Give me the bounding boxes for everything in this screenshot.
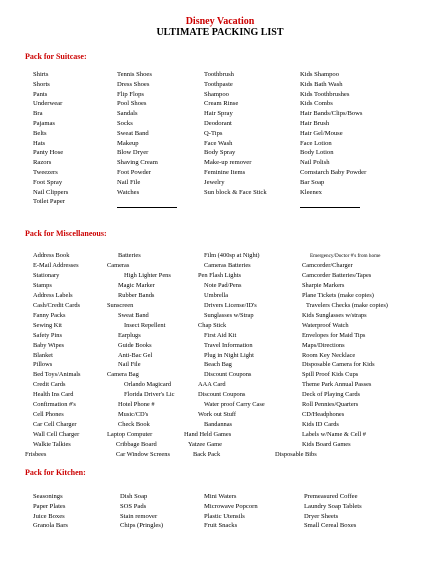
list-item: Bra — [33, 110, 43, 118]
list-item: High Lighter Pens — [124, 271, 171, 279]
list-item: Underwear — [33, 100, 63, 108]
list-item: Kids Board Games — [302, 441, 351, 449]
list-item: Hotel Phone # — [118, 401, 155, 409]
list-item: Wall Cell Charger — [33, 431, 80, 439]
list-item: Car Window Screens — [116, 451, 170, 458]
kitchen-column-2 — [120, 492, 163, 531]
list-item: Deodorant — [204, 119, 232, 127]
list-item: Plane Tickets (make copies) — [302, 291, 374, 299]
list-item: Walkie Talkies — [33, 441, 71, 449]
list-item: Theme Park Annual Passes — [302, 381, 372, 389]
list-item: Frisbees — [25, 451, 47, 458]
list-item: Disposable Bibs — [275, 451, 317, 458]
section-heading-miscellaneous: Pack for Miscellaneous: — [25, 229, 107, 238]
list-item: Health Ins Card — [33, 391, 74, 399]
list-item: Florida Driver's Lic — [124, 391, 175, 399]
suitcase-column-2 — [117, 70, 177, 212]
list-item: Q-Tips — [204, 129, 223, 137]
list-item: Pants — [33, 90, 48, 98]
list-item: Pen Flash Lights — [198, 271, 241, 279]
list-item: Shampoo — [204, 90, 229, 98]
kitchen-column-4 — [304, 492, 362, 531]
list-item: Stationary — [33, 271, 60, 279]
list-item: Chips (Pringles) — [120, 522, 164, 530]
write-in-line — [300, 197, 360, 208]
list-item: Microwave Popcorn — [204, 502, 258, 510]
list-item: Fanny Packs — [33, 311, 66, 319]
list-item: Mini Waters — [204, 493, 237, 500]
list-item: Camcorder/Charger — [302, 261, 353, 269]
list-item: Face Lotion — [300, 139, 332, 147]
suitcase-column-1 — [33, 70, 68, 207]
list-item: Nail Clippers — [33, 188, 69, 196]
list-item: Granola Bars — [33, 522, 68, 530]
list-item: Chap Stick — [198, 321, 227, 329]
suitcase-column-3 — [204, 70, 267, 197]
list-item: Sandals — [117, 110, 138, 118]
list-item: Cornstarch Baby Powder — [300, 168, 367, 176]
list-item: Cribbage Board — [116, 441, 157, 449]
list-item: Plug in Night Light — [204, 351, 254, 359]
list-item: Yatzee Game — [188, 441, 222, 449]
list-item: Drivers License/ID's — [204, 301, 257, 309]
list-item: Sweat Band — [118, 311, 149, 319]
list-item: Foot Powder — [117, 168, 151, 176]
list-item: Sunscreen — [107, 301, 134, 309]
suitcase-column-4 — [300, 70, 366, 212]
list-item: Deck of Playing Cards — [302, 391, 361, 399]
list-item: Hair Gel/Mouse — [300, 129, 343, 137]
list-item: Sunglasses w/Strap — [204, 311, 254, 319]
list-item: Rubber Bands — [118, 291, 155, 299]
list-item: Cream Rinse — [204, 100, 239, 108]
list-item: AAA Card — [198, 381, 226, 389]
list-item: Roll Pennies/Quarters — [302, 401, 359, 409]
list-item: Discount Coupons — [204, 371, 252, 379]
list-item: Back Pack — [193, 451, 221, 458]
list-item: Note Pad/Pens — [204, 281, 242, 289]
list-item: Juice Boxes — [33, 512, 65, 520]
list-item: Cameras Batteries — [204, 261, 251, 269]
list-item: Makeup — [117, 139, 139, 147]
list-item: Razors — [33, 159, 52, 167]
list-item: Spill Proof Kids Cups — [302, 371, 359, 379]
list-item: Bar Soap — [300, 178, 325, 186]
list-item: Camcorder Batteries/Tapes — [302, 271, 372, 279]
list-item: Small Cereal Boxes — [304, 522, 357, 530]
list-item: Room Key Necklace — [302, 351, 356, 359]
list-item: Blanket — [33, 351, 53, 359]
list-item: Insect Repellent — [124, 321, 166, 329]
list-item: Kids Sunglasses w/straps — [302, 311, 367, 319]
list-item: Credit Cards — [33, 381, 66, 389]
list-item: Dress Shoes — [117, 80, 150, 88]
list-item: Travel Information — [204, 341, 253, 349]
list-item: Kids Shampoo — [300, 71, 340, 78]
list-item: Hair Spray — [204, 110, 233, 118]
list-item: Address Labels — [33, 291, 73, 299]
list-item: Shorts — [33, 80, 50, 88]
list-item: Body Spray — [204, 149, 236, 157]
list-item: Safety Pins — [33, 331, 62, 339]
list-item: Fruit Snacks — [204, 522, 238, 530]
list-item: Cell Phones — [33, 411, 64, 419]
list-item: Nail File — [118, 361, 141, 369]
list-item: Kids ID Cards — [302, 421, 339, 429]
list-item: Stain remover — [120, 512, 158, 520]
list-item: Hair Brush — [300, 119, 330, 127]
list-item: Stamps — [33, 281, 52, 289]
list-item: E-Mail Addresses — [33, 261, 79, 269]
list-item: Cash/Credit Cards — [33, 301, 81, 309]
list-item: Sun block & Face Stick — [204, 188, 267, 196]
list-item: Sharpie Markers — [302, 281, 345, 289]
list-item: Emergency/Doctor #'s from home — [310, 253, 381, 259]
kitchen-column-3 — [204, 492, 258, 531]
list-item: Hand Held Games — [184, 431, 232, 439]
list-item: Cameras — [107, 261, 130, 269]
list-item: Watches — [117, 188, 140, 196]
list-item: Socks — [117, 119, 133, 127]
section-heading-kitchen: Pack for Kitchen: — [25, 468, 86, 477]
list-item: Plastic Utensils — [204, 512, 245, 520]
page-subtitle: ULTIMATE PACKING LIST — [156, 27, 284, 38]
list-item: Confirmation #'s — [33, 401, 76, 409]
list-item: Orlando Magicard — [124, 381, 172, 389]
list-item: Panty Hose — [33, 149, 64, 157]
list-item: Blow Dryer — [117, 149, 149, 157]
list-item: Toothbrush — [204, 71, 234, 78]
list-item: Earplugs — [118, 331, 141, 339]
list-item: Tweezers — [33, 168, 58, 176]
list-item: Seasonings — [33, 493, 63, 500]
list-item: Laundry Soap Tablets — [304, 502, 362, 510]
list-item: Kleenex — [300, 188, 322, 196]
list-item: Pool Shoes — [117, 100, 147, 108]
list-item: Nail Polish — [300, 159, 330, 167]
list-item: Sweat Band — [117, 129, 149, 137]
list-item: Toothpaste — [204, 80, 233, 88]
kitchen-column-1 — [33, 492, 68, 531]
list-item: Face Wash — [204, 139, 233, 147]
list-item: Discount Coupons — [198, 391, 246, 399]
list-item: Film (400sp at Night) — [204, 252, 260, 259]
list-item: Tennis Shoes — [117, 71, 152, 78]
list-item: Sewing Kit — [33, 321, 62, 329]
list-item: Bed Toys/Animals — [33, 371, 81, 379]
list-item: CD/Headphones — [302, 411, 345, 419]
list-item: Maps/Directions — [302, 341, 345, 349]
list-item: Umbrella — [204, 291, 229, 299]
list-item: Kids Combs — [300, 100, 333, 108]
page-title: Disney Vacation — [185, 16, 255, 27]
list-item: Guide Books — [118, 341, 152, 349]
list-item: Make-up remover — [204, 159, 252, 167]
list-item: Beach Bag — [204, 361, 232, 369]
list-item: Dish Soap — [120, 493, 148, 500]
list-item: Belts — [33, 129, 47, 137]
list-item: Shirts — [33, 71, 49, 78]
list-item: Pillows — [33, 361, 53, 369]
list-item: Water proof Carry Case — [204, 401, 265, 409]
section-heading-suitcase: Pack for Suitcase: — [25, 52, 87, 61]
list-item: Bandannas — [204, 421, 233, 429]
list-item: Camera Bag — [107, 371, 139, 379]
list-item: Travelers Checks (make copies) — [306, 301, 388, 309]
list-item: Kids Bath Wash — [300, 80, 343, 88]
list-item: Work out Stuff — [198, 411, 237, 419]
list-item: Waterproof Watch — [302, 321, 349, 329]
list-item: Batteries — [118, 252, 141, 259]
list-item: Pajamas — [33, 119, 55, 127]
list-item: Body Lotion — [300, 149, 334, 157]
list-item: Magic Marker — [118, 281, 155, 289]
list-item: Hats — [33, 139, 46, 147]
list-item: Flip Flops — [117, 90, 144, 98]
list-item: Labels w/Name & Cell # — [302, 431, 366, 439]
list-item: Music/CD's — [118, 411, 149, 419]
list-item: Laptop Computer — [107, 431, 153, 439]
list-item: Disposable Camera for Kids — [302, 361, 375, 369]
list-item: Baby Wipes — [33, 341, 65, 349]
list-item: Kids Toothbrushes — [300, 90, 350, 98]
list-item: Jewelry — [204, 178, 225, 186]
list-item: Envelopes for Maid Tips — [302, 331, 366, 339]
list-item: Nail File — [117, 178, 141, 186]
list-item: Foot Spray — [33, 178, 63, 186]
list-item: Feminine Items — [204, 168, 246, 176]
list-item: SOS Pads — [120, 502, 147, 510]
list-item: Toilet Paper — [33, 198, 65, 206]
list-item: Check Book — [118, 421, 150, 429]
list-item: Premeasured Coffee — [304, 493, 358, 500]
write-in-line — [117, 197, 177, 208]
list-item: Paper Plates — [33, 502, 66, 510]
list-item: Hair Bands/Clips/Bows — [300, 110, 363, 118]
list-item: Address Book — [33, 252, 70, 259]
list-item: Anti-Bac Gel — [118, 351, 153, 359]
list-item: Shaving Cream — [117, 159, 158, 167]
list-item: Car Cell Charger — [33, 421, 77, 429]
list-item: Dryer Sheets — [304, 512, 339, 520]
list-item: First Aid Kit — [204, 331, 237, 339]
